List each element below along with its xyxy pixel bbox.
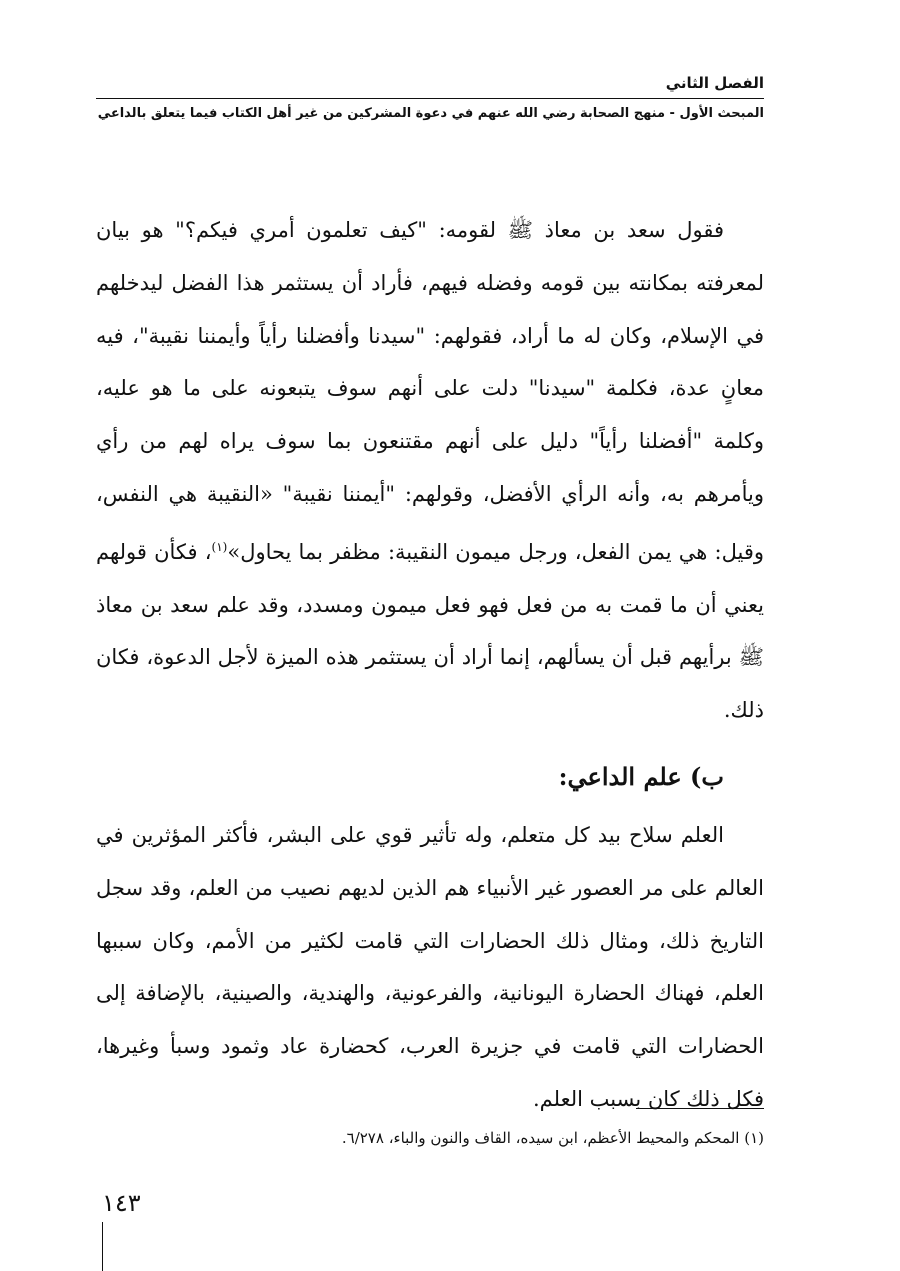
paragraph-1-continuation: ، فكأن قولهم يعني أن ما قمت به من فعل فهو فعل ميمون ومسدد، وقد علم سعد بن معاذ ﷺ برأيهم قبل أن يسألهم، إنما أراد أن يستثمر هذه الميزة لأجل الدعوة، فكان ذلك. (96, 539, 764, 723)
subheading: ب) علم الداعي: (558, 761, 724, 791)
running-header (96, 72, 764, 125)
paragraph-1 (96, 204, 764, 737)
page-number-rule (102, 1222, 103, 1271)
section-title: المبحث الأول - منهج الصحابة رضي الله عنهم في دعوة المشركين من غير أهل الكتاب فيما يتعلق بالداعي (97, 106, 764, 121)
footnote-rule (636, 1108, 764, 1109)
body-text (96, 204, 764, 1126)
header-rule (96, 98, 764, 99)
page-number: ١٤٣ (102, 1189, 141, 1217)
chapter-title: الفصل الثاني (665, 74, 764, 92)
paragraph-1-text: فقول سعد بن معاذ ﷺ لقومه: "كيف تعلمون أمري فيكم؟" هو بيان لمعرفته بمكانته بين قومه وفضله فيهم، فأراد أن يستثمر هذا الفضل ليدخلهم في الإسلام، وكان له ما أراد، فقولهم: "سيدنا وأفضلنا رأياً وأيمننا نقيبة"، فيه معانٍ عدة، فكلمة "سيدنا" دلت على أنهم سوف يتبعونه على ما هو عليه، وكلمة "أفضلنا رأياً" دليل على أنهم مقتنعون بما سوف يراه لهم من رأي ويأمرهم به، وأنه الرأي الأفضل، وقولهم: "أيمننا نقيبة" «النقيبة هي النفس، وقيل: هي يمن الفعل، ورجل ميمون النقيبة: مظفر بما يحاول» (96, 218, 764, 564)
footnote-reference: (١) (211, 539, 228, 554)
footnote: (١) المحكم والمحيط الأعظم، ابن سيده، القاف والنون والباء، ٦/٢٧٨. (341, 1129, 764, 1147)
paragraph-2: العلم سلاح بيد كل متعلم، وله تأثير قوي على البشر، فأكثر المؤثرين في العالم على مر العصور غير الأنبياء هم الذين لديهم نصيب من العلم، وقد سجل التاريخ ذلك، ومثال ذلك الحضارات التي قامت لكثير من الأمم، وكان سببها العلم، فهناك الحضارة اليونانية، والفرعونية، والهندية، والصينية، بالإضافة إلى الحضارات التي قامت في جزيرة العرب، كحضارة عاد وثمود وسبأ وغيرها، فكل ذلك كان بسبب العلم. (96, 822, 764, 1111)
